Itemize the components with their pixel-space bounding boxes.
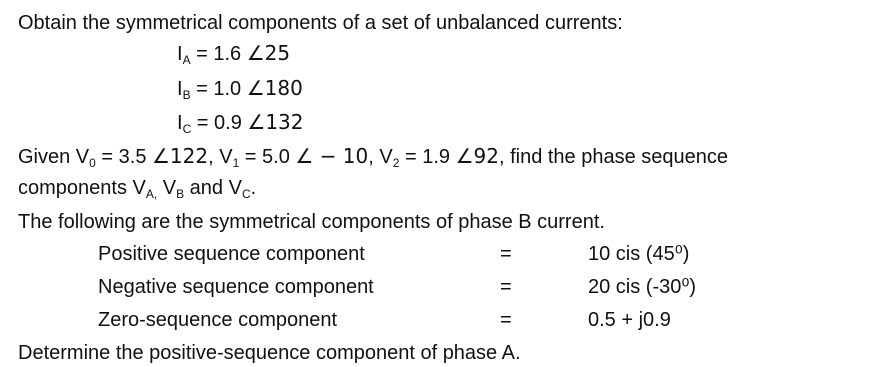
- given-angle: ∠92: [455, 144, 499, 168]
- given-sub: 1: [232, 156, 240, 170]
- given-sub: 2: [392, 156, 400, 170]
- component-equals: =: [500, 276, 512, 298]
- current-symbol: I: [177, 43, 183, 65]
- component-value: 10 cis (45⁰): [588, 243, 690, 265]
- given-text: , V: [368, 146, 393, 168]
- current-magnitude: = 1.0: [190, 78, 247, 100]
- current-magnitude: = 1.6: [190, 43, 247, 65]
- current-ic: [177, 110, 304, 136]
- current-symbol: I: [177, 112, 183, 134]
- given2-sub: A,: [145, 187, 158, 201]
- final-question: Determine the positive-sequence component of phase A.: [18, 342, 521, 364]
- component-equals: =: [500, 309, 512, 331]
- given-text: , V: [208, 146, 233, 168]
- given2-sub: B: [176, 187, 185, 201]
- component-equals: =: [500, 243, 512, 265]
- phase-b-intro: The following are the symmetrical components of phase B current.: [18, 211, 605, 233]
- current-magnitude: = 0.9: [191, 112, 248, 134]
- current-subscript: B: [182, 88, 191, 102]
- given-sub: 0: [89, 156, 96, 170]
- given-text: Given V: [18, 146, 90, 168]
- given2-text: .: [250, 177, 257, 199]
- current-ia: [177, 41, 291, 67]
- given2-sub: C: [241, 187, 251, 201]
- given-voltages: [18, 144, 729, 170]
- current-angle: ∠180: [246, 76, 303, 100]
- component-name: Negative sequence component: [98, 276, 374, 298]
- given-text: = 5.0: [239, 146, 296, 168]
- current-angle: ∠25: [246, 41, 291, 65]
- current-angle: ∠132: [247, 110, 304, 134]
- given-angle: ∠122: [152, 144, 209, 168]
- given2-text: and V: [184, 177, 242, 199]
- component-value: 20 cis (-30⁰): [588, 276, 697, 298]
- component-name: Zero-sequence component: [98, 309, 338, 331]
- current-symbol: I: [177, 78, 183, 100]
- component-name: Positive sequence component: [98, 243, 365, 265]
- given2-text: V: [157, 177, 177, 199]
- component-value: 0.5 + j0.9: [588, 309, 671, 331]
- current-subscript: C: [182, 122, 192, 136]
- given-text: = 3.5: [95, 146, 152, 168]
- component-row-positive: [0, 244, 879, 268]
- component-row-zero: [0, 310, 879, 334]
- component-row-negative: [0, 277, 879, 301]
- given-text: , find the phase sequence: [498, 146, 729, 168]
- given2-text: components V: [18, 177, 146, 199]
- components-request: [18, 177, 257, 201]
- current-subscript: A: [182, 53, 191, 67]
- intro-text: Obtain the symmetrical components of a set of unbalanced currents:: [18, 12, 623, 34]
- given-text: = 1.9: [399, 146, 456, 168]
- given-angle: ∠ − 10: [295, 144, 369, 168]
- current-ib: [177, 76, 303, 102]
